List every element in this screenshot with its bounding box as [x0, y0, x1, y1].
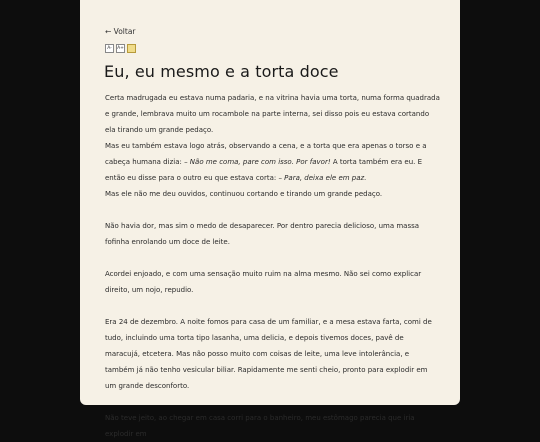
reader-page: [80, 0, 460, 438]
paragraph: Não teve jeito, ao chegar em casa corri para o banheiro, meu estômago parecia que iria explodir em: [105, 414, 415, 438]
increase-font-button[interactable]: A+: [117, 46, 124, 51]
paragraph: [105, 90, 440, 202]
quote: – Para, deixa ele em paz.: [278, 174, 367, 182]
paragraph-line: Mas eu também estava logo atrás, observando a cena, e a torta que era apenas o torso e a cabeça humana dizia:: [105, 142, 427, 166]
paragraph: Não havia dor, mas sim o medo de desaparecer. Por dentro parecia delicioso, uma massa fofinha enrolando um doce de leite.: [105, 222, 420, 246]
quote: – Não me coma, pare com isso. Por favor!: [184, 158, 331, 166]
decrease-font-button[interactable]: A-: [105, 44, 114, 53]
article-body: [105, 90, 440, 442]
article-title: Eu, eu mesmo e a torta doce: [104, 62, 339, 81]
paragraph-line: Mas ele não me deu ouvidos, continuou cortando e tirando um grande pedaço.: [105, 190, 383, 198]
paragraph: Era 24 de dezembro. A noite fomos para casa de um familiar, e a mesa estava farta, comi de tudo, incluindo uma torta tipo lasanha, uma delicia, e depois tivemos doces, pavê de maracujá, etcetera. Mas não posso muito com coisas de leite, uma leve intolerância, e também já não tenho vesicular biliar. Rapidamente me senti cheio, pronto para explodir em um grande desconforto.: [105, 318, 432, 390]
reader-toolbar: [105, 44, 136, 53]
paragraph-line: A torta também era eu. E então eu disse para o outro eu que estava corta:: [105, 158, 423, 182]
paragraph: Acordei enjoado, e com uma sensação muito ruim na alma mesmo. Não sei como explicar direito, um nojo, repudio.: [105, 270, 422, 294]
back-link[interactable]: ← Voltar: [105, 27, 136, 36]
notes-icon[interactable]: [127, 44, 136, 53]
paragraph-line: Certa madrugada eu estava numa padaria, e na vitrina havia uma torta, numa forma quadrada e grande, lembrava muito um rocambole na parte interna, sei disso pois eu estava cortando ela tirando um grande pedaço.: [105, 94, 440, 134]
